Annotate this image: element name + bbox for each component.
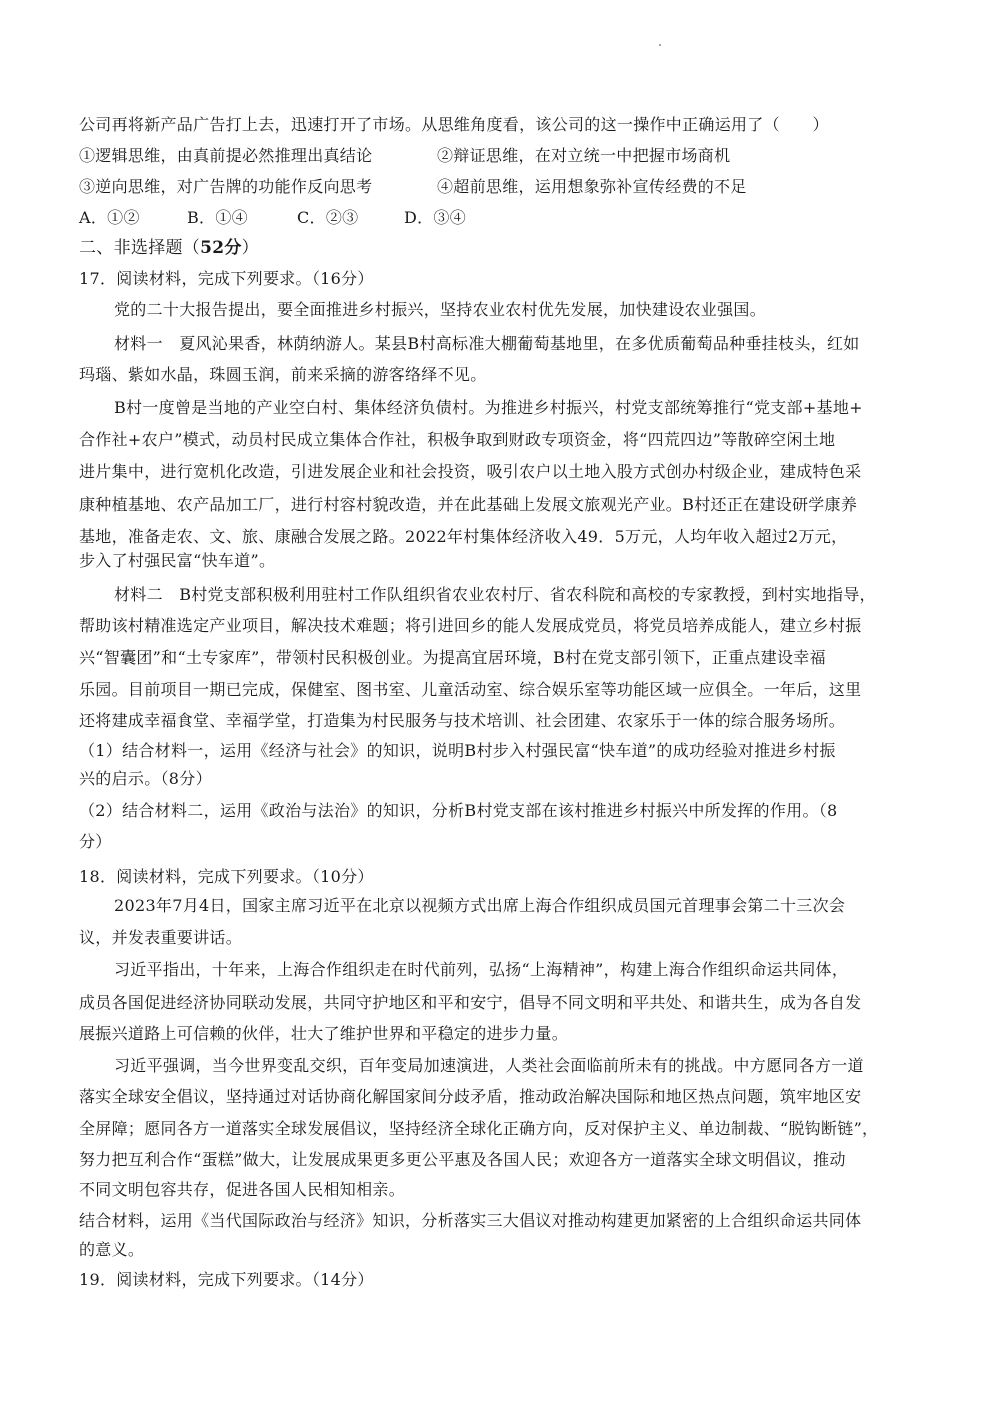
q18-para3-line4: 努力把互利合作“蛋糕”做大，让发展成果更多更公平惠及各国人民；欢迎各方一道落实全球文明倡议，推动 <box>79 1150 846 1169</box>
statement-1: ①逻辑思维，由真前提必然推理出真结论 <box>79 146 373 165</box>
q17-requirement2-line2: 分） <box>79 832 112 851</box>
option-d: D．③④ <box>404 208 467 227</box>
q17-material2-line3: 兴“智囊团”和“土专家库”，带领村民积极创业。为提高宜居环境，B村在党支部引领下，正重点建设幸福 <box>79 648 826 667</box>
q17-material1-line1: 材料一 夏风沁果香，林荫纳游人。某县B村高标准大棚葡萄基地里，在多优质葡萄品种垂挂枝头，红如 <box>114 334 860 353</box>
scan-dot <box>659 44 661 46</box>
q17-requirement1-line1: （1）结合材料一，运用《经济与社会》的知识，说明B村步入村强民富“快车道”的成功经验对推进乡村振 <box>79 741 836 760</box>
q18-heading: 18．阅读材料，完成下列要求。（10分） <box>79 867 374 886</box>
q19-heading: 19．阅读材料，完成下列要求。（14分） <box>79 1270 374 1289</box>
statement-3: ③逆向思维，对广告牌的功能作反向思考 <box>79 177 373 196</box>
q17-material2-line1: 材料二 B村党支部积极利用驻村工作队组织省农业农村厅、省农科院和高校的专家教授，到村实地指导， <box>114 585 876 604</box>
q17-material2-line4: 乐园。目前项目一期已完成，保健室、图书室、儿童活动室、综合娱乐室等功能区域一应俱全。一年后，这里 <box>79 680 862 699</box>
q17-para2-line1: B村一度曾是当地的产业空白村、集体经济负债村。为推进乡村振兴，村党支部统筹推行“党支部+基地+ <box>114 398 863 417</box>
q18-para3-line3: 全屏障；愿同各方一道落实全球发展倡议，坚持经济全球化正确方向，反对保护主义、单边制裁、“脱钩断链”， <box>79 1119 879 1138</box>
statement-4: ④超前思维，运用想象弥补宣传经费的不足 <box>437 177 747 196</box>
q18-requirement-line1: 结合材料，运用《当代国际政治与经济》知识，分析落实三大倡议对推动构建更加紧密的上合组织命运共同体 <box>79 1211 862 1230</box>
q16-stem-continuation: 公司再将新产品广告打上去，迅速打开了市场。从思维角度看，该公司的这一操作中正确运用了（ ） <box>79 115 829 134</box>
q17-para2-line6: 步入了村强民富“快车道”。 <box>79 551 276 570</box>
section-score: 52分 <box>200 238 242 258</box>
q18-para3-line1: 习近平强调，当今世界变乱交织，百年变局加速演进，人类社会面临前所未有的挑战。中方愿同各方一道 <box>114 1056 864 1075</box>
q18-para3-line2: 落实全球安全倡议，坚持通过对话协商化解国家间分歧矛盾，推动政治解决国际和地区热点问题，筑牢地区安 <box>79 1087 862 1106</box>
q17-para2-line2: 合作社+农户”模式，动员村民成立集体合作社，积极争取到财政专项资金，将“四荒四边”等散碎空闲土地 <box>79 430 836 449</box>
q18-para1-line1: 2023年7月4日，国家主席习近平在北京以视频方式出席上海合作组织成员国元首理事会第二十三次会 <box>114 896 846 915</box>
section-heading-prefix: 二、非选择题（ <box>79 238 201 258</box>
q17-requirement1-line2: 兴的启示。（8分） <box>79 769 212 788</box>
q17-heading: 17．阅读材料，完成下列要求。（16分） <box>79 269 374 288</box>
q17-material2-line5: 还将建成幸福食堂、幸福学堂，打造集为村民服务与技术培训、社会团建、农家乐于一体的综合服务场所。 <box>79 711 846 730</box>
q18-para2-line1: 习近平指出，十年来，上海合作组织走在时代前列，弘扬“上海精神”，构建上海合作组织命运共同体， <box>114 960 849 979</box>
section-heading-suffix: ） <box>241 238 259 258</box>
section-heading <box>79 238 922 258</box>
option-c: C．②③ <box>297 208 359 227</box>
q18-requirement-line2: 的意义。 <box>79 1240 145 1259</box>
q17-material2-line2: 帮助该村精准选定产业项目，解决技术难题；将引进回乡的能人发展成党员，将党员培养成能人，建立乡村振 <box>79 616 862 635</box>
q18-para2-line2: 成员各国促进经济协同联动发展，共同守护地区和平和安宁，倡导不同文明和平共处、和谐共生，成为各自发 <box>79 993 862 1012</box>
q17-intro: 党的二十大报告提出，要全面推进乡村振兴，坚持农业农村优先发展，加快建设农业强国。 <box>114 300 767 319</box>
option-b: B．①④ <box>187 208 248 227</box>
q17-material1-line2: 玛瑙、紫如水晶，珠圆玉润，前来采摘的游客络绎不见。 <box>79 365 487 384</box>
q17-para2-line3: 进片集中，进行宽机化改造，引进发展企业和社会投资，吸引农户以土地入股方式创办村级企业，建成特色采 <box>79 462 862 481</box>
statement-2: ②辩证思维，在对立统一中把握市场商机 <box>437 146 731 165</box>
q17-requirement2-line1: （2）结合材料二，运用《政治与法治》的知识，分析B村党支部在该村推进乡村振兴中所发挥的作用。（8 <box>79 801 838 820</box>
option-a: A．①② <box>79 208 140 227</box>
q18-para3-line5: 不同文明包容共存，促进各国人民相知相亲。 <box>79 1180 406 1199</box>
q18-para1-line2: 议，并发表重要讲话。 <box>79 928 243 947</box>
q17-para2-line5: 基地，准备走农、文、旅、康融合发展之路。2022年村集体经济收入49．5万元，人均年收入超过2万元， <box>79 527 848 546</box>
q18-para2-line3: 展振兴道路上可信赖的伙伴，壮大了维护世界和平稳定的进步力量。 <box>79 1024 569 1043</box>
q17-para2-line4: 康种植基地、农产品加工厂，进行村容村貌改造，并在此基础上发展文旅观光产业。B村还正在建设研学康养 <box>79 495 858 514</box>
